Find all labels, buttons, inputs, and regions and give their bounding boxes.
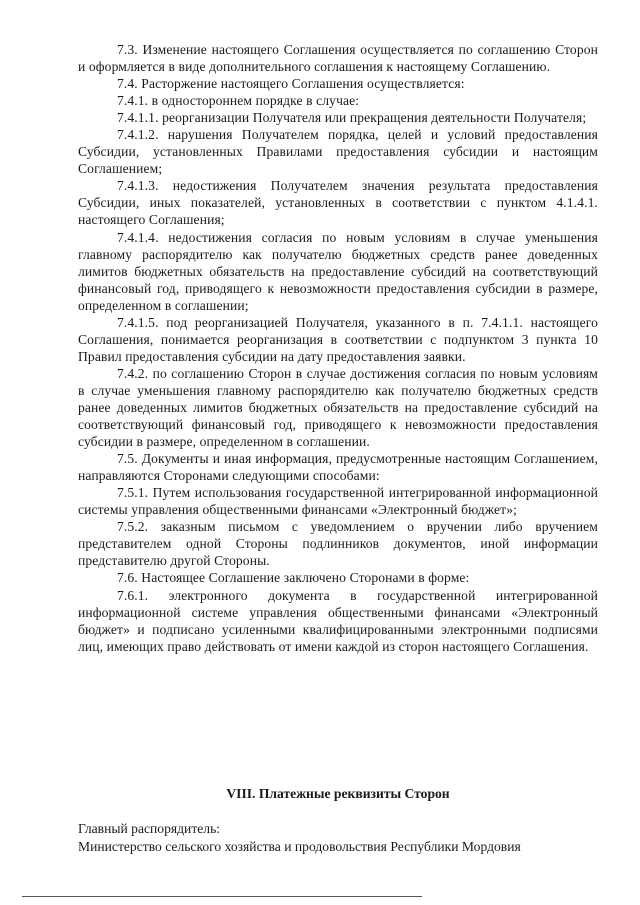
footer-rule <box>22 896 422 897</box>
clause-7-4-1-2: 7.4.1.2. нарушения Получателем порядка, целей и условий предоставления Субсидии, установленных Правилами предоставления субсидии и настоящим Соглашением; <box>78 127 598 177</box>
clause-7-4-1-4: 7.4.1.4. недостижения согласия по новым условиям в случае уменьшения главному распорядителю как получателю бюджетных средств ранее доведенных лимитов бюджетных обязательств на предоставление субсидий на соответствующий финансовый год, приводящего к невозможности предоставления субсидии в размере, определенном в соглашении; <box>78 229 598 313</box>
clause-7-5-2: 7.5.2. заказным письмом с уведомлением о вручении либо вручением представителем одной Стороны подлинников документов, иной информации представителю другой Стороны. <box>78 519 598 569</box>
clause-7-4-1-3: 7.4.1.3. недостижения Получателем значения результата предоставления Субсидии, иных показателей, установленных в соответствии с пунктом 4.1.4.1. настоящего Соглашения; <box>78 178 598 228</box>
clause-7-4-1-1: 7.4.1.1. реорганизации Получателя или прекращения деятельности Получателя; <box>117 110 587 126</box>
clause-7-4-1-5: 7.4.1.5. под реорганизацией Получателя, указанного в п. 7.4.1.1. настоящего Соглашения, понимается реорганизация в соответствии с подпунктом 3 пункта 10 Правил предоставления субсидии на дату предоставления заявки. <box>78 314 598 364</box>
signature-organization: Министерство сельского хозяйства и продовольствия Республики Мордовия <box>78 838 521 854</box>
signature-role-label: Главный распорядитель: <box>78 821 221 836</box>
signature-block <box>78 820 618 855</box>
clause-7-5: 7.5. Документы и иная информация, предусмотренные настоящим Соглашением, направляются Сторонами следующими способами: <box>78 451 598 484</box>
clause-7-4-2: 7.4.2. по соглашению Сторон в случае достижения согласия по новым условиям в случае уменьшения главному распорядителю как получателю бюджетных средств ранее доведенных лимитов бюджетных обязательств на предоставление субсидий на соответствующий финансовый год, приводящего к невозможности предоставления субсидии в размере, определенном в соглашении. <box>78 365 598 450</box>
clause-7-5-1: 7.5.1. Путем использования государственной интегрированной информационной системы управления общественными финансами «Электронный бюджет»; <box>78 485 598 518</box>
agreement-body <box>78 41 598 655</box>
clause-7-4-1: 7.4.1. в одностороннем порядке в случае: <box>117 93 360 109</box>
clause-7-6: 7.6. Настоящее Соглашение заключено Сторонами в форме: <box>117 570 470 586</box>
clause-7-3: 7.3. Изменение настоящего Соглашения осуществляется по соглашению Сторон и оформляется в виде дополнительного соглашения к настоящему Соглашению. <box>78 42 598 75</box>
section-heading: VIII. Платежные реквизиты Сторон <box>226 786 450 801</box>
clause-7-4: 7.4. Расторжение настоящего Соглашения осуществляется: <box>117 76 465 92</box>
clause-7-6-1: 7.6.1. электронного документа в государственной интегрированной информационной системе управления общественными финансами «Электронный бюджет» и подписано усиленными квалифицированными электронными подписями лиц, имеющих право действовать от имени каждой из сторон настоящего Соглашения. <box>78 587 598 654</box>
